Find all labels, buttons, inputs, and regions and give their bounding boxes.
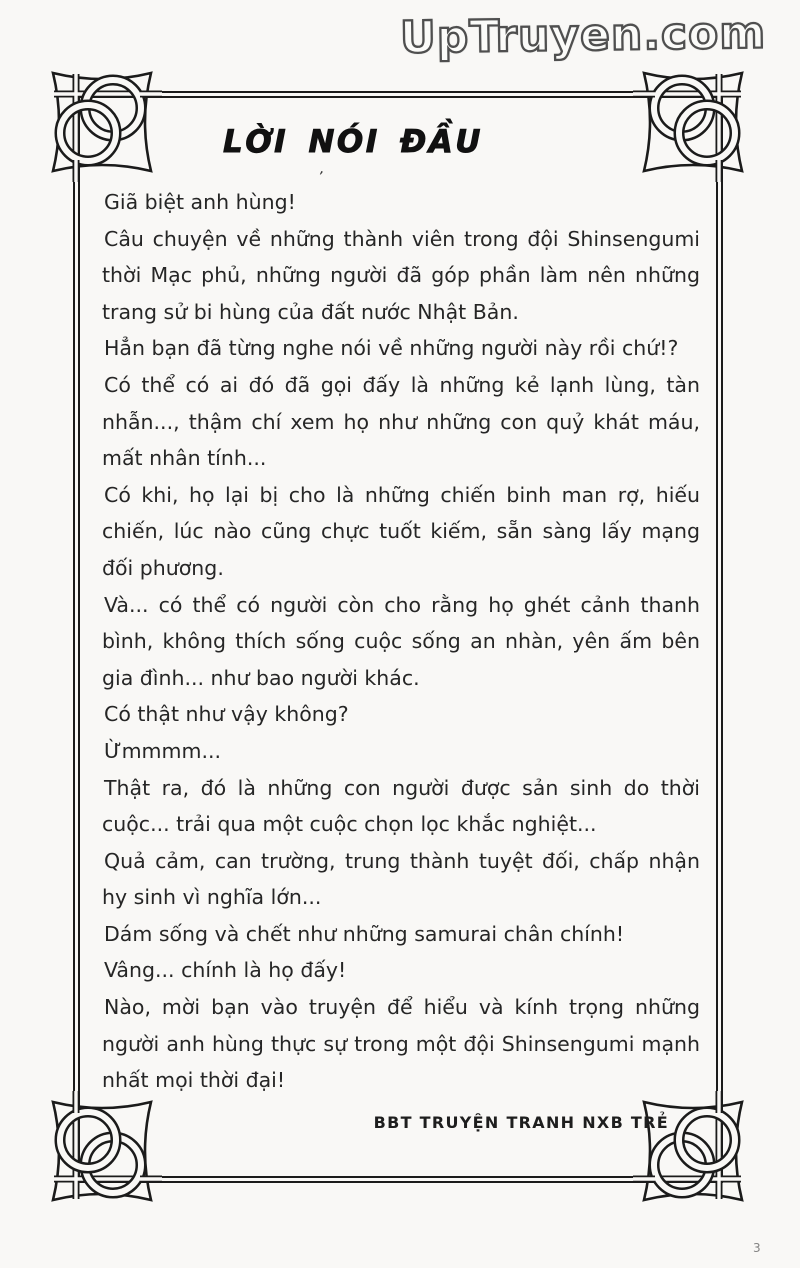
celtic-knot-icon — [42, 1091, 162, 1211]
preface-paragraph: Nào, mời bạn vào truyện để hiểu và kính trọng những người anh hùng thực sự trong một đội Shinsengumi mạnh nhất mọi thời đại! — [102, 995, 700, 1093]
preface-paragraph: Quả cảm, can trường, trung thành tuyệt đối, chấp nhận hy sinh vì nghĩa lớn... — [102, 848, 700, 910]
preface-paragraph: Có khi, họ lại bị cho là những chiến binh man rợ, hiếu chiến, lúc nào cũng chực tuốt kiếm, sẵn sàng lấy mạng đối phương. — [102, 482, 700, 580]
preface-paragraph: Câu chuyện về những thành viên trong đội Shinsengumi thời Mạc phủ, những người đã góp phần làm nên những trang sử bi hùng của đất nước Nhật Bản. — [102, 226, 700, 324]
page-title: LỜI NÓI ĐẦU — [223, 124, 483, 160]
corner-ornament-bottom-left — [42, 1091, 162, 1211]
preface-paragraph: Ừmmmm... — [104, 738, 222, 763]
preface-paragraph: Thật ra, đó là những con người được sản sinh do thời cuộc... trải qua một cuộc chọn lọc khắc nghiệt... — [102, 775, 700, 837]
preface-paragraph: Có thể có ai đó đã gọi đấy là những kẻ lạnh lùng, tàn nhẫn..., thậm chí xem họ như những con quỷ khát máu, mất nhân tính... — [102, 372, 700, 471]
preface-paragraph: Dám sống và chết như những samurai chân chính! — [104, 921, 625, 946]
watermark-logo: UpTruyen.com — [399, 7, 767, 64]
celtic-knot-icon — [633, 62, 753, 182]
preface-paragraph: Hẳn bạn đã từng nghe nói về những người này rồi chứ!? — [104, 336, 679, 361]
preface-paragraph: Giã biệt anh hùng! — [104, 190, 296, 214]
corner-ornament-top-left — [42, 62, 162, 182]
corner-ornament-bottom-right — [633, 1091, 753, 1211]
preface-paragraph: Và... có thể có người còn cho rằng họ ghét cảnh thanh bình, không thích sống cuộc sống an nhàn, yên ấm bên gia đình... như bao người khác. — [102, 592, 700, 690]
page-number: 3 — [753, 1241, 761, 1255]
celtic-knot-icon — [42, 62, 162, 182]
ink-speck: ’ — [316, 167, 325, 187]
celtic-knot-icon — [633, 1091, 753, 1211]
signature: BBT TRUYỆN TRANH NXB TRẺ — [373, 1113, 669, 1132]
preface-paragraph: Có thật như vậy không? — [104, 702, 349, 727]
corner-ornament-top-right — [633, 62, 753, 182]
preface-text — [102, 184, 700, 1099]
preface-paragraph: Vâng... chính là họ đấy! — [104, 958, 347, 983]
